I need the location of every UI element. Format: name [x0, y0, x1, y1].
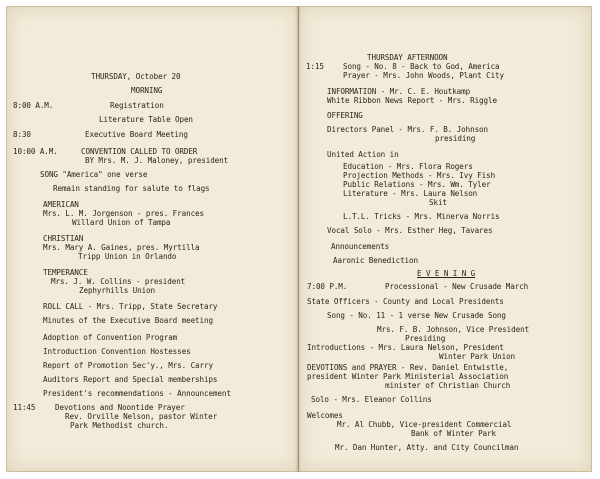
agenda-line: Prayer - Mrs. John Woods, Plant City: [343, 71, 504, 80]
agenda-line: Mrs. L. M. Jorgenson - pres. Frances: [43, 209, 204, 218]
agenda-line: President's recommendations - Announcement: [43, 389, 231, 398]
agenda-line: Willard Union of Tampa: [72, 218, 171, 227]
agenda-line: TEMPERANCE: [43, 268, 88, 277]
agenda-line: Presiding: [405, 334, 446, 343]
agenda-line: Rev. Orville Nelson, pastor Winter: [65, 412, 218, 421]
agenda-line: Remain standing for salute to flags: [53, 184, 210, 193]
center-fold: [295, 6, 301, 472]
session-heading: MORNING: [131, 86, 163, 95]
agenda-line: Park Methodist church.: [70, 421, 169, 430]
time-label: 1:15: [306, 62, 324, 71]
agenda-line: Song - No. 8 - Back to God, America: [343, 62, 500, 71]
agenda-line: Welcomes: [307, 411, 343, 420]
agenda-line: Aaronic Benediction: [333, 256, 418, 265]
agenda-line: SONG "America" one verse: [40, 170, 148, 179]
agenda-line: Mr. Dan Hunter, Atty. and City Councilman: [335, 443, 519, 452]
agenda-line: Auditors Report and Special memberships: [43, 375, 218, 384]
afternoon-heading: THURSDAY AFTERNOON: [367, 53, 448, 62]
agenda-line: Minutes of the Executive Board meeting: [43, 316, 213, 325]
agenda-line: DEVOTIONS and PRAYER - Rev. Daniel Entwistle,: [307, 363, 509, 372]
agenda-line: L.T.L. Tricks - Mrs. Minerva Norris: [343, 212, 500, 221]
agenda-line: Adoption of Convention Program: [43, 333, 178, 342]
agenda-line: United Action in: [327, 150, 399, 159]
agenda-line: AMERICAN: [43, 200, 79, 209]
agenda-line: Tripp Union in Orlando: [78, 252, 177, 261]
agenda-line: president Winter Park Ministerial Association: [307, 372, 509, 381]
time-label: 10:00 A.M.: [13, 147, 58, 156]
agenda-line: Projection Methods - Mrs. Ivy Fish: [343, 171, 496, 180]
agenda-line: OFFERING: [327, 111, 363, 120]
agenda-line: Mrs. F. B. Johnson, Vice President: [377, 325, 530, 334]
agenda-line: Introductions - Mrs. Laura Nelson, President: [307, 343, 504, 352]
agenda-line: Devotions and Noontide Prayer: [55, 403, 185, 412]
time-label: 7:00 P.M.: [307, 282, 348, 291]
agenda-line: CHRISTIAN: [43, 234, 84, 243]
agenda-line: Mrs. J. W. Collins - president: [51, 277, 186, 286]
agenda-line: Mr. Al Chubb, Vice-president Commercial: [337, 420, 512, 429]
date-heading: THURSDAY, October 20: [91, 72, 181, 81]
agenda-line: Song - No. 11 - 1 verse New Crusade Song: [327, 311, 506, 320]
agenda-line: presiding: [435, 134, 476, 143]
agenda-line: BY Mrs. M. J. Maloney, president: [85, 156, 229, 165]
agenda-line: Executive Board Meeting: [85, 130, 188, 139]
agenda-line: Mrs. Mary A. Gaines, pres. Myrtilla: [43, 243, 200, 252]
agenda-line: Winter Park Union: [439, 352, 516, 361]
agenda-line: Literature - Mrs. Laura Nelson: [343, 189, 478, 198]
right-page: [298, 6, 592, 472]
agenda-line: Literature Table Open: [99, 115, 193, 124]
agenda-line: minister of Christian Church: [385, 381, 511, 390]
program-booklet: [6, 6, 592, 472]
left-page: [6, 6, 298, 472]
agenda-line: Solo - Mrs. Eleanor Collins: [311, 395, 432, 404]
time-label: 8:00 A.M.: [13, 101, 54, 110]
agenda-line: Introduction Convention Hostesses: [43, 347, 191, 356]
agenda-line: Processional - New Crusade March: [385, 282, 529, 291]
agenda-line: White Ribbon News Report - Mrs. Riggle: [327, 96, 497, 105]
agenda-line: CONVENTION CALLED TO ORDER: [81, 147, 198, 156]
agenda-line: Education - Mrs. Flora Rogers: [343, 162, 473, 171]
agenda-line: Announcements: [331, 242, 390, 251]
agenda-line: Registration: [110, 101, 164, 110]
agenda-line: Vocal Solo - Mrs. Esther Heg, Tavares: [327, 226, 493, 235]
agenda-line: INFORMATION - Mr. C. E. Houtkamp: [327, 87, 471, 96]
agenda-line: Bank of Winter Park: [411, 429, 496, 438]
agenda-line: State Officers - County and Local Presidents: [307, 297, 504, 306]
evening-heading: E V E N I N G: [417, 269, 476, 278]
agenda-line: Report of Promotion Sec'y., Mrs. Carry: [43, 361, 213, 370]
agenda-line: Zephyrhills Union: [79, 286, 156, 295]
agenda-line: Public Relations - Mrs. Wm. Tyler: [343, 180, 491, 189]
agenda-line: Skit: [429, 198, 447, 207]
agenda-line: ROLL CALL - Mrs. Tripp, State Secretary: [43, 302, 218, 311]
time-label: 11:45: [13, 403, 36, 412]
time-label: 8:30: [13, 130, 31, 139]
agenda-line: Directors Panel - Mrs. F. B. Johnson: [327, 125, 488, 134]
